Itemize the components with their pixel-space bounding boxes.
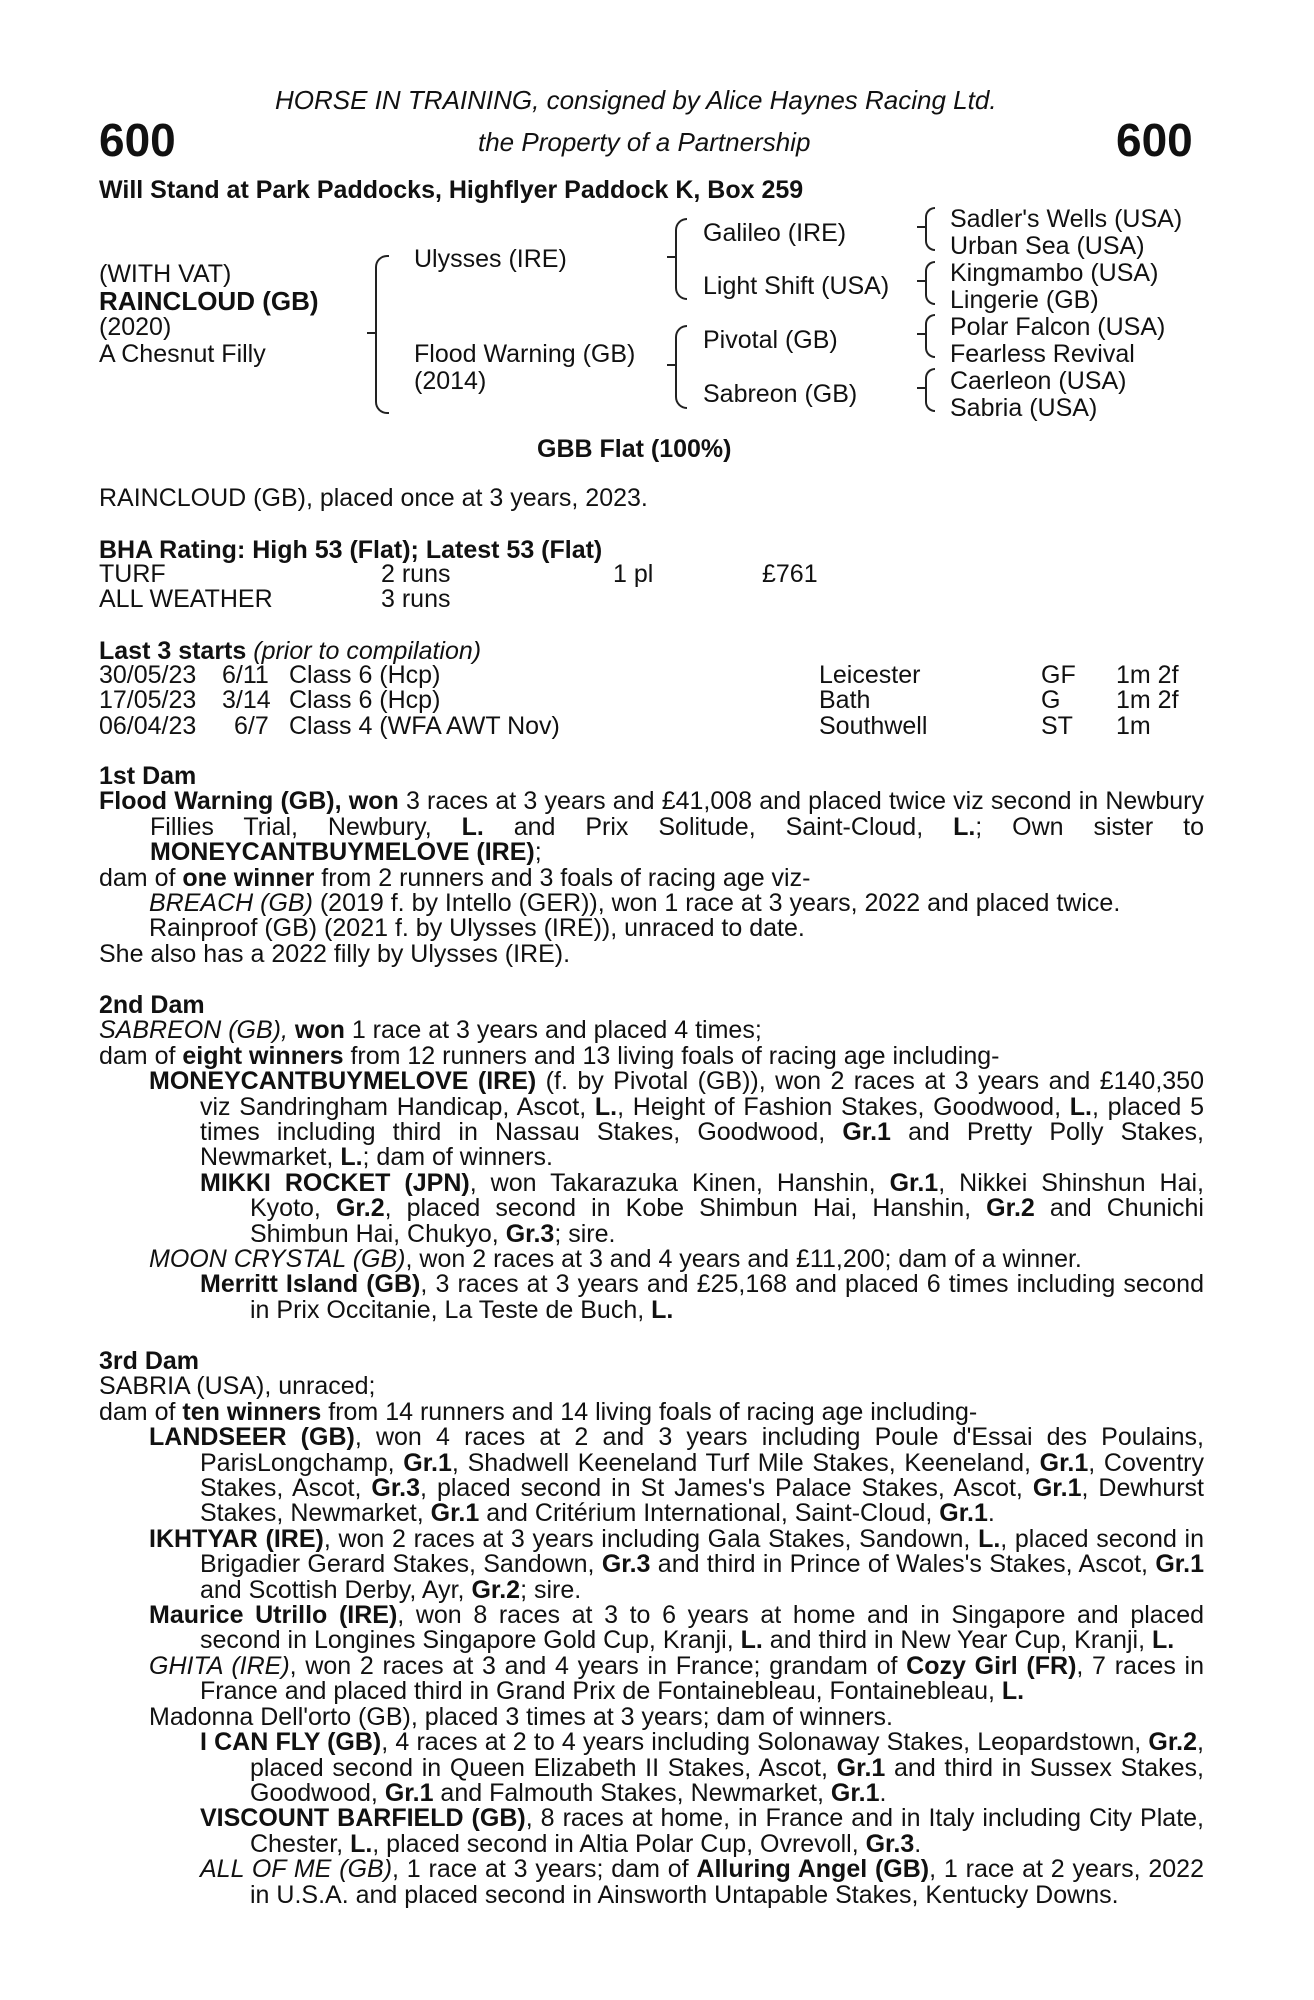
produce-item — [99, 1806, 1204, 1857]
listed-badge: L. — [740, 1626, 763, 1655]
text: . — [914, 1829, 922, 1858]
listed-badge: L. — [1001, 1677, 1025, 1706]
text: and Scottish Derby, Ayr, — [200, 1575, 472, 1604]
bracket-tick — [667, 256, 677, 258]
ped-sdd: Lingerie (GB) — [950, 286, 1099, 314]
vat-label: (WITH VAT) — [99, 260, 232, 288]
start-going: G — [1041, 686, 1061, 715]
pedigree-bracket-sire — [675, 218, 687, 300]
surface: ALL WEATHER — [99, 585, 273, 614]
bracket-tick — [667, 364, 677, 366]
start-dist: 1m 2f — [1116, 661, 1179, 689]
produce-name: MIKKI ROCKET (JPN) — [200, 1168, 470, 1197]
bracket-tick — [917, 226, 925, 228]
group-badge: Gr.1 — [836, 1753, 886, 1782]
group-badge: Gr.2 — [986, 1194, 1035, 1223]
group-badge: Gr.3 — [505, 1219, 555, 1248]
dam-dam: Sabreon (GB) — [703, 380, 858, 408]
produce-name: LANDSEER (GB) — [149, 1423, 355, 1452]
start-course: Bath — [819, 686, 871, 715]
text: and third in New Year Cup, Kranji, — [762, 1626, 1152, 1655]
produce-item — [99, 1603, 1204, 1654]
text: 3 races at 3 years and £41,008 and placed twice viz second in Newbury Fillies Trial, Newbury, — [150, 787, 1205, 841]
third-dam-section — [99, 1349, 1204, 1908]
text: ; sire. — [520, 1575, 582, 1604]
start-pos: 6/7 — [234, 711, 269, 740]
start-date: 06/04/23 — [99, 711, 197, 740]
text: and third in Prince of Wales's Stakes, Ascot, — [650, 1550, 1156, 1579]
start-date: 30/05/23 — [99, 661, 197, 689]
surface: TURF — [99, 560, 166, 588]
winners-count: one winner — [182, 863, 315, 892]
text: (f. by Pivotal (GB)), won 2 races at 3 years and £140,350 viz Sandringham Handicap, Ascot, — [200, 1067, 1204, 1121]
produce-name: VISCOUNT BARFIELD (GB) — [200, 1804, 526, 1833]
start-dist: 1m 2f — [1116, 686, 1179, 715]
text: . — [987, 1499, 995, 1528]
text: , Dewhurst Stakes, Newmarket, — [200, 1474, 1204, 1528]
produce-item: Madonna Dell'orto (GB), placed 3 times at 3 years; dam of winners. — [149, 1702, 893, 1731]
produce-item — [99, 1425, 1204, 1527]
winners-count: eight winners — [182, 1041, 344, 1070]
pedigree-bracket-3a — [925, 207, 935, 251]
listed-badge: L. — [1151, 1626, 1175, 1655]
start-dist: 1m — [1116, 711, 1151, 740]
race-summary: RAINCLOUD (GB), placed once at 3 years, 2023. — [99, 484, 648, 512]
text: dam of — [99, 1397, 183, 1426]
sibling-name: MONEYCANTBUYMELOVE (IRE) — [150, 838, 535, 867]
text: , 7 races in France and placed third in Grand Prix de Fontainebleau, Fontainebleau, — [200, 1651, 1205, 1706]
text: . — [879, 1778, 887, 1807]
property-line: the Property of a Partnership — [478, 127, 811, 157]
text: from 12 runners and 13 living foals of racing age including- — [343, 1041, 1000, 1070]
produce-item — [99, 1247, 1204, 1272]
pedigree-bracket-3c — [925, 314, 935, 358]
produce-name: Merritt Island (GB) — [200, 1270, 421, 1299]
group-badge: Gr.2 — [335, 1194, 385, 1223]
text: , placed second in Queen Elizabeth II Stakes, Ascot, — [250, 1728, 1204, 1782]
produce-name: MONEYCANTBUYMELOVE (IRE) — [149, 1067, 537, 1096]
ped-sss: Sadler's Wells (USA) — [950, 205, 1183, 233]
produce-summary — [99, 1041, 1204, 1070]
ped-dsd: Fearless Revival — [950, 340, 1135, 368]
second-dam-section — [99, 993, 1204, 1323]
text: , Height of Fashion Stakes, Goodwood, — [617, 1092, 1070, 1121]
winners-count: ten winners — [182, 1397, 322, 1426]
produce-item — [99, 1272, 1204, 1323]
consignor-line: HORSE IN TRAINING, consigned by Alice Haynes Racing Ltd. — [275, 85, 997, 115]
group-badge: Gr.1 — [1155, 1550, 1204, 1579]
group-badge: Gr.1 — [830, 1778, 880, 1807]
start-pos: 3/14 — [222, 686, 271, 715]
group-badge: Gr.3 — [601, 1550, 651, 1579]
text: ; Own sister to — [975, 812, 1205, 841]
group-badge: Gr.1 — [403, 1448, 452, 1477]
produce-item — [99, 1524, 1204, 1604]
text: and Pretty Polly Stakes, Newmarket, — [200, 1118, 1204, 1172]
produce-name: GHITA (IRE) — [149, 1651, 290, 1680]
dam-sire: Pivotal (GB) — [703, 326, 838, 354]
group-badge: Gr.1 — [1039, 1448, 1089, 1477]
group-badge: Gr.1 — [939, 1499, 988, 1528]
dam: Flood Warning (GB) — [414, 340, 636, 368]
prize: £761 — [762, 560, 818, 588]
sire: Ulysses (IRE) — [414, 245, 567, 273]
start-date: 17/05/23 — [99, 686, 197, 715]
text: , won 2 races at 3 and 4 years in France; grandam of — [289, 1651, 907, 1680]
text: , placed second in Altia Polar Cup, Ovrevoll, — [372, 1829, 866, 1858]
horse-description: A Chesnut Filly — [99, 340, 266, 368]
text: , won 2 races at 3 and 4 years and £11,200; dam of a winner. — [405, 1245, 1082, 1274]
stand-location: Will Stand at Park Paddocks, Highflyer Paddock K, Box 259 — [99, 176, 804, 204]
text: ; sire. — [554, 1219, 616, 1248]
bracket-tick — [917, 387, 925, 389]
pedigree-bracket-3d — [925, 368, 935, 412]
text: 1 race at 3 years and placed 4 times; — [344, 1016, 762, 1045]
text: , placed second in St James's Palace Stakes, Ascot, — [420, 1474, 1033, 1503]
listed-badge: L. — [1069, 1092, 1092, 1121]
text: dam of — [99, 863, 183, 892]
text: dam of — [99, 1041, 183, 1070]
produce-summary — [99, 1397, 1204, 1426]
dam-name: Flood Warning (GB), won — [99, 787, 399, 816]
text: , Shadwell Keeneland Turf Mile Stakes, Keeneland, — [451, 1448, 1040, 1477]
dam-name: SABREON (GB), — [99, 1016, 295, 1045]
produce-item — [99, 891, 1204, 916]
text: , won 8 races at 3 to 6 years at home and in Singapore and placed second in Longines Singapore Gold Cup, Kranji, — [200, 1601, 1204, 1655]
text: , won Takarazuka Kinen, Hanshin, — [469, 1168, 890, 1197]
produce-item — [99, 1651, 1205, 1706]
text: , Coventry Stakes, Ascot, — [200, 1448, 1204, 1503]
gbb-status: GBB Flat (100%) — [537, 435, 732, 463]
ped-dss: Polar Falcon (USA) — [950, 313, 1166, 341]
text: , 3 races at 3 years and £25,168 and placed 6 times including second in Prix Occitanie, La Teste de Buch, — [250, 1270, 1204, 1324]
won-label: won — [294, 1016, 345, 1045]
produce-name: MOON CRYSTAL (GB) — [149, 1245, 406, 1274]
produce-name: BREACH (GB) — [149, 889, 313, 918]
text: , 1 race at 3 years; dam of — [392, 1855, 697, 1884]
text: and Chunichi Shimbun Hai, Chukyo, — [250, 1194, 1204, 1248]
listed-badge: L. — [350, 1829, 373, 1858]
dam-year: (2014) — [414, 367, 487, 395]
produce-item — [99, 1857, 1204, 1908]
group-badge: Gr.1 — [842, 1118, 891, 1147]
dam-record — [99, 1018, 1204, 1043]
listed-badge: L. — [978, 1524, 1001, 1553]
first-dam-section — [99, 764, 1204, 967]
ped-ssd: Urban Sea (USA) — [950, 232, 1145, 260]
lot-number-left: 600 — [99, 114, 176, 166]
text: and third in Sussex Stakes, Goodwood, — [250, 1753, 1204, 1807]
bracket-tick — [367, 332, 377, 334]
produce-item — [99, 1730, 1204, 1806]
produce-name: I CAN FLY (GB) — [200, 1728, 382, 1757]
lot-number-right: 600 — [1116, 114, 1193, 166]
text: , placed second in Kobe Shimbun Hai, Hanshin, — [384, 1194, 987, 1223]
text: , 8 races at home, in France and in Italy including City Plate, Chester, — [250, 1804, 1204, 1858]
text: and Prix Solitude, Saint-Cloud, — [483, 812, 954, 841]
grand-produce-name: Alluring Angel (GB) — [696, 1855, 930, 1884]
produce-name: Maurice Utrillo (IRE) — [149, 1601, 398, 1630]
text: , 1 race at 2 years, 2022 in U.S.A. and placed second in Ainsworth Untapable Stakes, Kentucky Downs. — [250, 1855, 1204, 1909]
text: , won 4 races at 2 and 3 years including Poule d'Essai des Poulains, ParisLongchamp, — [200, 1423, 1204, 1477]
start-race: Class 4 (WFA AWT Nov) — [289, 711, 560, 740]
pedigree-bracket-3b — [925, 261, 935, 305]
group-badge: Gr.1 — [384, 1778, 434, 1807]
last-starts-note: (prior to compilation) — [253, 637, 482, 665]
listed-badge: L. — [461, 812, 484, 841]
text: , placed 5 times including third in Nassau Stakes, Goodwood, — [200, 1092, 1204, 1147]
text: , won 2 races at 3 years including Gala Stakes, Sandown, — [323, 1524, 979, 1553]
ped-ddd: Sabria (USA) — [950, 394, 1098, 422]
horse-name: RAINCLOUD (GB) — [99, 286, 319, 316]
listed-badge: L. — [594, 1092, 618, 1121]
runs: 2 runs — [381, 560, 451, 588]
start-course: Southwell — [819, 711, 928, 740]
text: , Nikkei Shinshun Hai, Kyoto, — [250, 1168, 1204, 1223]
group-badge: Gr.2 — [471, 1575, 521, 1604]
group-badge: Gr.3 — [371, 1474, 421, 1503]
runs: 3 runs — [381, 585, 451, 614]
sire-sire: Galileo (IRE) — [703, 219, 847, 247]
ped-sds: Kingmambo (USA) — [950, 259, 1159, 287]
produce-note: She also has a 2022 filly by Ulysses (IRE). — [99, 939, 571, 968]
text: from 2 runners and 3 foals of racing age viz- — [314, 863, 811, 892]
places: 1 pl — [613, 560, 654, 588]
bha-rating: BHA Rating: High 53 (Flat); Latest 53 (Flat) — [99, 536, 603, 564]
start-race: Class 6 (Hcp) — [289, 686, 441, 715]
last-starts-title: Last 3 starts — [99, 637, 247, 665]
section-heading: 1st Dam — [99, 762, 197, 790]
section-heading: 3rd Dam — [99, 1347, 200, 1375]
dam-record — [99, 789, 1204, 865]
group-badge: Gr.1 — [1032, 1474, 1082, 1503]
pedigree-bracket-dam — [675, 325, 687, 409]
text: and Falmouth Stakes, Newmarket, — [433, 1778, 831, 1807]
ped-dds: Caerleon (USA) — [950, 367, 1127, 395]
listed-badge: L. — [340, 1143, 363, 1172]
bracket-tick — [917, 280, 925, 282]
listed-badge: L. — [953, 812, 976, 841]
text: , 4 races at 2 to 4 years including Solonaway Stakes, Leopardstown, — [381, 1728, 1149, 1757]
produce-summary — [99, 863, 1204, 892]
produce-name: IKHTYAR (IRE) — [149, 1524, 324, 1553]
group-badge: Gr.2 — [1148, 1728, 1198, 1757]
bracket-tick — [917, 333, 925, 335]
group-badge: Gr.3 — [865, 1829, 915, 1858]
dam-record: SABRIA (USA), unraced; — [99, 1372, 376, 1401]
text: ; dam of winners. — [362, 1143, 553, 1172]
pedigree-bracket-gen1 — [375, 255, 389, 414]
sire-dam: Light Shift (USA) — [703, 272, 890, 300]
text: from 14 runners and 14 living foals of racing age including- — [321, 1397, 978, 1426]
start-going: GF — [1041, 661, 1076, 689]
group-badge: Gr.1 — [430, 1499, 480, 1528]
grand-produce-name: Cozy Girl (FR) — [906, 1651, 1077, 1680]
horse-year: (2020) — [99, 313, 172, 341]
listed-badge: L. — [651, 1295, 674, 1324]
start-pos: 6/11 — [222, 661, 269, 689]
text: ; — [534, 838, 542, 867]
produce-item: Rainproof (GB) (2021 f. by Ulysses (IRE)), unraced to date. — [149, 914, 805, 943]
group-badge: Gr.1 — [889, 1168, 939, 1197]
produce-item — [99, 1168, 1204, 1248]
produce-name: ALL OF ME (GB) — [200, 1855, 393, 1884]
start-going: ST — [1041, 711, 1073, 740]
section-heading: 2nd Dam — [99, 991, 205, 1019]
start-course: Leicester — [819, 661, 921, 689]
text: and Critérium International, Saint-Cloud, — [479, 1499, 940, 1528]
text: , placed second in Brigadier Gerard Stakes, Sandown, — [200, 1524, 1204, 1579]
start-race: Class 6 (Hcp) — [289, 661, 441, 689]
produce-item — [99, 1069, 1204, 1171]
text: (2019 f. by Intello (GER)), won 1 race at 3 years, 2022 and placed twice. — [312, 889, 1121, 918]
